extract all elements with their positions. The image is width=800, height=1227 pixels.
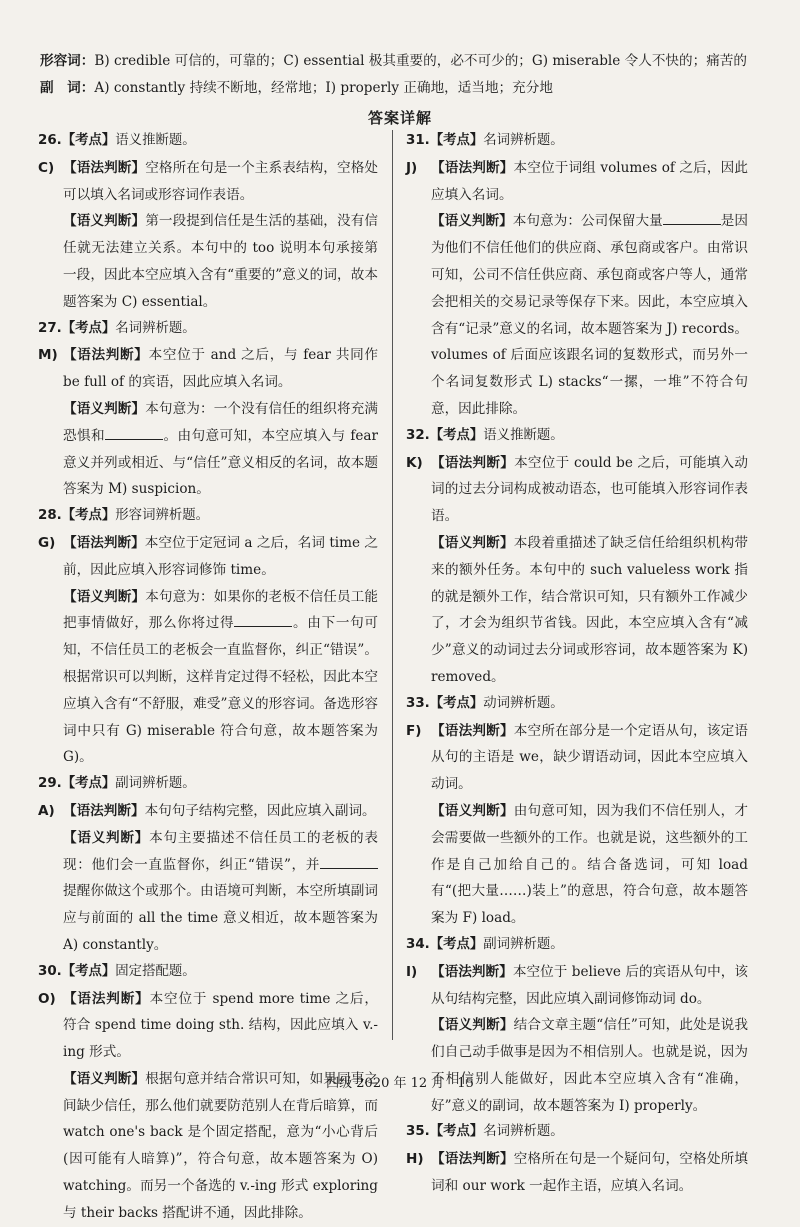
- fill-blank: [663, 212, 721, 225]
- fill-blank: [105, 427, 163, 440]
- q35-grammar: H) 【语法判断】空格所在句是一个疑问句，空格处所填词和 our work 一起作主语，应填入名词。: [406, 1146, 748, 1200]
- q27-semantic: 【语义判断】本句意为：一个没有信任的组织将充满恐惧和 。由句意可知，本空应填入与 fear 意义并列或相近、与“信任”意义相反的名词，故本题答案为 M) suspicion。: [63, 400, 379, 498]
- q33-answer-letter: F): [406, 722, 422, 739]
- q28-heading: 28.【考点】形容词辨析题。: [38, 508, 210, 524]
- q35-answer-letter: H): [406, 1151, 424, 1168]
- vocab-block: [40, 48, 765, 102]
- q32-answer-letter: K): [406, 454, 423, 471]
- q28-semantic: 【语义判断】本句意为：如果你的老板不信任员工能把事情做好，那么你将过得 。由下一句可知，不信任员工的老板会一直监督你，纠正“错误”。根据常识可以判断，这样肯定过得不轻松，因此本空应填入含有“不舒服，难受”意义的形容词。备选形容词中只有 G) miserable 符合句意，故本题答案为 G)。: [63, 588, 379, 766]
- q29-heading: 29.【考点】副词辨析题。: [38, 776, 196, 792]
- adjective-label: 形容词：: [40, 53, 95, 69]
- adverb-text: A) constantly 持续不断地，经常地；I) properly 正确地，适当地；充分地: [94, 80, 553, 96]
- q34-semantic: 【语义判断】结合文章主题“信任”可知，此处是说我们自己动手做事是因为不相信别人。也就是说，因为不相信别人能做好，因此本空应填入含有“准确，好”意义的副词，故本题答案为 I) properly。: [431, 1017, 749, 1114]
- page-footer: 四级 2020 年 12 月 15: [326, 1076, 474, 1091]
- q34-answer-letter: I): [406, 963, 418, 980]
- q27-grammar: M) 【语法判断】本空位于 and 之后，与 fear 共同作 be full of 的宾语，因此应填入名词。: [38, 342, 378, 396]
- q33-grammar: F) 【语法判断】本空所在部分是一个定语从句，该定语从句的主语是 we，缺少谓语动词，因此本空应填入动词。: [406, 718, 748, 798]
- q26-answer-letter: C): [38, 159, 55, 176]
- q33-heading: 33.【考点】动词辨析题。: [406, 695, 564, 711]
- section-title: 答案详解: [367, 109, 432, 127]
- q31-semantic: 【语义判断】本句意为：公司保留大量 是因为他们不信任他们的供应商、承包商或客户。由常识可知，公司不信任供应商、承包商或客户等人，通常会把相关的交易记录等保存下来。因此，本空应填入含有“记录”意义的名词，故本题答案为 J) records。volumes of 后面应该跟名词的复数形式，而另外一个名词复数形式 L) stacks“一摞，一堆”不符合句意，因此排除。: [431, 213, 749, 417]
- left-column: [38, 128, 378, 1227]
- q26-semantic: 【语义判断】第一段提到信任是生活的基础，没有信任就无法建立关系。本句中的 too 说明本句承接第一段，因此本空应填入含有“重要的”意义的词，故本题答案为 C) essential。: [63, 213, 379, 310]
- q33-semantic: 【语义判断】由句意可知，因为我们不信任别人，才会需要做一些额外的工作。也就是说，这些额外的工作是自己加给自己的。结合备选词，可知 load 有“(把大量……)装上”的意思，符合句意，故本题答案为 F) load。: [431, 802, 749, 927]
- adjective-line: [40, 48, 765, 75]
- q26-grammar: C) 【语法判断】空格所在句是一个主系表结构，空格处可以填入名词或形容词作表语。: [38, 155, 378, 209]
- adverb-line: [40, 75, 765, 102]
- q29-semantic: 【语义判断】本句主要描述不信任员工的老板的表现：他们会一直监督你，纠正“错误”，并提醒你做这个或那个。由语境可判断，本空所填副词应与前面的 all the time 意义相近，故本题答案为 A) constantly。: [63, 829, 379, 953]
- q26-heading: 26.【考点】语义推断题。: [38, 133, 196, 148]
- q34-heading: 34.【考点】副词辨析题。: [406, 936, 564, 952]
- q28-answer-letter: G): [38, 534, 56, 551]
- q30-grammar: O) 【语法判断】本空位于 spend more time 之后，符合 spend time doing sth. 结构，因此应填入 v.-ing 形式。: [38, 986, 378, 1066]
- q31-heading: 31.【考点】名词辨析题。: [406, 133, 564, 148]
- q29-grammar: A) 【语法判断】本句句子结构完整，因此应填入副词。: [38, 798, 378, 825]
- q30-heading: 30.【考点】固定搭配题。: [38, 963, 196, 979]
- q27-heading: 27.【考点】名词辨析题。: [38, 320, 196, 336]
- q28-grammar: G) 【语法判断】本空位于定冠词 a 之后，名词 time 之前，因此应填入形容词修饰 time。: [38, 530, 378, 584]
- q29-answer-letter: A): [38, 802, 55, 819]
- fill-blank: [234, 614, 292, 627]
- q32-heading: 32.【考点】语义推断题。: [406, 427, 564, 443]
- q31-grammar: J) 【语法判断】本空位于词组 volumes of 之后，因此应填入名词。: [406, 155, 748, 209]
- adjective-text: B) credible 可信的，可靠的；C) essential 极其重要的，必不可少的；G) miserable 令人不快的；痛苦的: [94, 53, 747, 69]
- q30-answer-letter: O): [38, 990, 56, 1007]
- q30-semantic: 【语义判断】根据句意并结合常识可知，如果同事之间缺少信任，那么他们就要防范别人在背后暗算，而 watch one's back 是个固定搭配，意为“小心背后(因可能有人暗算)”，符合句意，故本题答案为 O) watching。而另一个备选的 v.-ing 形式 exploring 与 their backs 搭配讲不通，因此排除。: [63, 1070, 379, 1221]
- column-divider: [392, 130, 393, 1040]
- q27-answer-letter: M): [38, 347, 58, 364]
- q34-grammar: I) 【语法判断】本空位于 believe 后的宾语从句中，该从句结构完整，因此应填入副词修饰动词 do。: [406, 959, 748, 1013]
- q32-grammar: K) 【语法判断】本空位于 could be 之后，可能填入动词的过去分词构成被动语态，也可能填入形容词作表语。: [406, 450, 748, 530]
- q35-heading: 35.【考点】名词辨析题。: [406, 1124, 564, 1140]
- adverb-label: 副 词：: [40, 80, 95, 96]
- q32-semantic: 【语义判断】本段着重描述了缺乏信任给组织机构带来的额外任务。本句中的 such valueless work 指的就是额外工作，结合常识可知，只有额外工作减少了，才会为组织节省钱。因此，本空应填入含有“减少”意义的动词过去分词或形容词，故本题答案为 K) removed。: [431, 534, 749, 685]
- right-column: [406, 128, 748, 1200]
- fill-blank: [320, 856, 378, 869]
- q31-answer-letter: J): [406, 159, 418, 176]
